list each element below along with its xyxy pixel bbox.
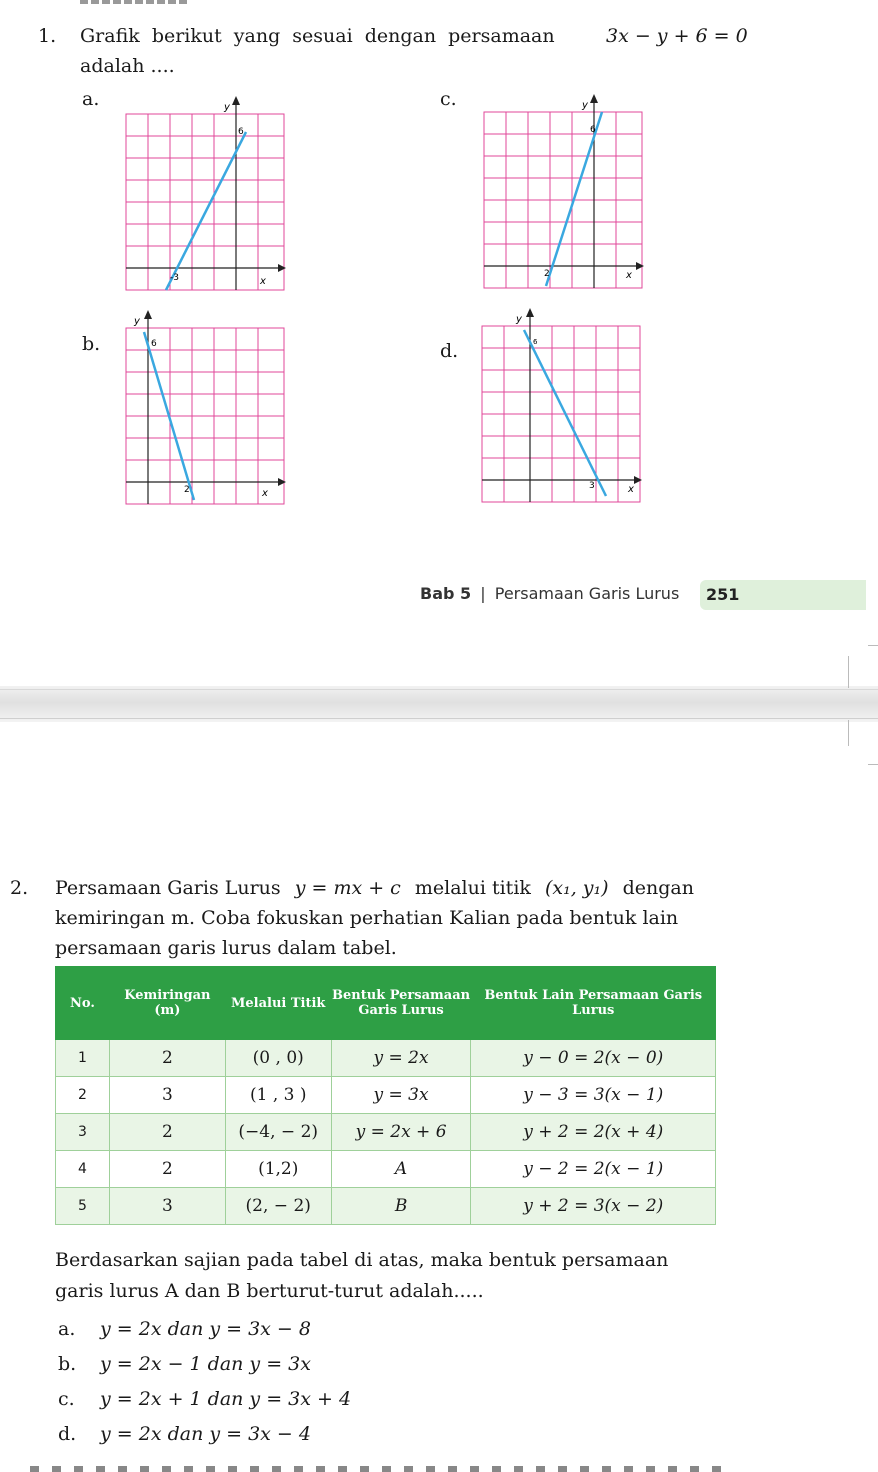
page-edge-mark bbox=[868, 764, 878, 765]
q1-option-b-label[interactable]: b. bbox=[82, 333, 101, 355]
page-gutter bbox=[0, 686, 878, 722]
cell-equation: y = 3x bbox=[331, 1077, 471, 1114]
y-axis-label: y bbox=[582, 100, 588, 111]
q2-line1-b: melalui titik bbox=[414, 877, 531, 899]
y-arrow-icon bbox=[232, 96, 240, 105]
q2-option-b-text[interactable]: y = 2x − 1 dan y = 3x bbox=[100, 1353, 311, 1375]
y-intercept-label: 6 bbox=[590, 125, 596, 135]
footer-chapter bbox=[420, 584, 679, 603]
cell-no: 5 bbox=[56, 1188, 110, 1225]
q1-option-a-label[interactable]: a. bbox=[82, 88, 100, 110]
q2-line1-a: Persamaan Garis Lurus bbox=[55, 877, 281, 899]
q2-line1 bbox=[55, 874, 694, 903]
q2-option-d-text[interactable]: y = 2x dan y = 3x − 4 bbox=[100, 1423, 311, 1445]
header-point: Melalui Titik bbox=[225, 967, 331, 1040]
q1-equation: 3x − y + 6 = 0 bbox=[606, 25, 748, 47]
grid bbox=[484, 112, 642, 288]
x-arrow-icon bbox=[278, 264, 286, 272]
x-intercept-label: 3 bbox=[589, 481, 595, 491]
cell-slope: 3 bbox=[109, 1188, 225, 1225]
graph-option-c[interactable] bbox=[468, 92, 648, 292]
gutter-edge bbox=[0, 689, 878, 690]
graph-option-b[interactable] bbox=[110, 310, 290, 510]
cell-no: 1 bbox=[56, 1040, 110, 1077]
table-row bbox=[56, 1114, 716, 1151]
cell-equation: y = 2x bbox=[331, 1040, 471, 1077]
q2-line1-eq: y = mx + c bbox=[294, 877, 401, 899]
q2-option-a-label[interactable]: a. bbox=[58, 1318, 76, 1340]
q2-line2: kemiringan m. Coba fokuskan perhatian Kalian pada bentuk lain bbox=[55, 907, 679, 929]
cell-point: (1,2) bbox=[225, 1151, 331, 1188]
q2-option-a-text[interactable]: y = 2x dan y = 3x − 8 bbox=[100, 1318, 311, 1340]
cell-no: 4 bbox=[56, 1151, 110, 1188]
cell-slope: 3 bbox=[109, 1077, 225, 1114]
x-arrow-icon bbox=[278, 478, 286, 486]
grid bbox=[126, 114, 284, 290]
q2-line3: persamaan garis lurus dalam tabel. bbox=[55, 937, 397, 959]
page-number: 251 bbox=[706, 585, 740, 604]
graph-option-d[interactable] bbox=[466, 306, 646, 506]
page-edge-mark bbox=[868, 645, 878, 646]
cell-other-form: y − 2 = 2(x − 1) bbox=[471, 1151, 716, 1188]
table-row bbox=[56, 1151, 716, 1188]
cell-slope: 2 bbox=[109, 1151, 225, 1188]
cell-no: 2 bbox=[56, 1077, 110, 1114]
header-equation: Bentuk Persamaan Garis Lurus bbox=[331, 967, 471, 1040]
q2-question-line1: Berdasarkan sajian pada tabel di atas, maka bentuk persamaan bbox=[55, 1249, 669, 1271]
cell-no: 3 bbox=[56, 1114, 110, 1151]
cell-point: (−4, − 2) bbox=[225, 1114, 331, 1151]
q1-number: 1. bbox=[38, 25, 57, 47]
cell-other-form: y + 2 = 3(x − 2) bbox=[471, 1188, 716, 1225]
footer-chapter-title: Persamaan Garis Lurus bbox=[494, 584, 680, 603]
footer-chapter-number: Bab 5 bbox=[420, 584, 472, 603]
y-intercept-label: 6 bbox=[533, 338, 538, 346]
x-arrow-icon bbox=[634, 476, 642, 484]
x-arrow-icon bbox=[636, 262, 644, 270]
y-intercept-label: 6 bbox=[238, 127, 244, 137]
q1-text-line1: Grafik berikut yang sesuai dengan persamaan bbox=[80, 25, 555, 47]
y-arrow-icon bbox=[590, 94, 598, 103]
y-arrow-icon bbox=[144, 310, 152, 319]
q2-option-b-label[interactable]: b. bbox=[58, 1353, 77, 1375]
table-row bbox=[56, 1040, 716, 1077]
table-row bbox=[56, 1077, 716, 1114]
x-intercept-label: 2 bbox=[544, 269, 550, 279]
page-edge-mark bbox=[848, 656, 849, 688]
y-axis-label: y bbox=[224, 102, 230, 113]
grid bbox=[482, 326, 640, 502]
cell-slope: 2 bbox=[109, 1114, 225, 1151]
q2-line1-point: (x₁, y₁) bbox=[544, 877, 609, 899]
q1-option-d-label[interactable]: d. bbox=[440, 340, 459, 362]
table-header-row bbox=[56, 967, 716, 1040]
x-intercept-label: 2 bbox=[184, 485, 190, 495]
y-intercept-label: 6 bbox=[151, 339, 157, 349]
q2-number: 2. bbox=[10, 877, 29, 899]
q2-line1-c: dengan bbox=[622, 877, 694, 899]
y-arrow-icon bbox=[526, 308, 534, 317]
header-no: No. bbox=[56, 967, 110, 1040]
cutoff-text bbox=[30, 1466, 730, 1472]
graph-line bbox=[524, 330, 606, 496]
x-axis-label: x bbox=[260, 276, 266, 287]
table-row bbox=[56, 1188, 716, 1225]
q1-text-line2: adalah .... bbox=[80, 55, 175, 77]
q2-option-d-label[interactable]: d. bbox=[58, 1423, 77, 1445]
graph-line bbox=[166, 132, 246, 290]
footer-separator: | bbox=[480, 584, 486, 603]
gutter-edge bbox=[0, 718, 878, 719]
cell-other-form: y + 2 = 2(x + 4) bbox=[471, 1114, 716, 1151]
cell-equation: B bbox=[331, 1188, 471, 1225]
cell-point: (2, − 2) bbox=[225, 1188, 331, 1225]
graph-option-a[interactable] bbox=[110, 96, 290, 296]
cell-equation: y = 2x + 6 bbox=[331, 1114, 471, 1151]
x-axis-label: x bbox=[626, 270, 632, 281]
x-axis-label: x bbox=[262, 488, 268, 499]
q2-option-c-text[interactable]: y = 2x + 1 dan y = 3x + 4 bbox=[100, 1388, 352, 1410]
header-other-form: Bentuk Lain Persamaan Garis Lurus bbox=[471, 967, 716, 1040]
cell-point: (1 , 3 ) bbox=[225, 1077, 331, 1114]
header-slope: Kemiringan (m) bbox=[109, 967, 225, 1040]
page-edge-mark bbox=[848, 720, 849, 746]
equation-table bbox=[55, 966, 716, 1225]
cutoff-text bbox=[80, 0, 190, 4]
cell-point: (0 , 0) bbox=[225, 1040, 331, 1077]
q1-option-c-label[interactable]: c. bbox=[440, 88, 457, 110]
y-axis-label: y bbox=[516, 314, 522, 325]
x-axis-label: x bbox=[628, 484, 634, 495]
cell-slope: 2 bbox=[109, 1040, 225, 1077]
cell-other-form: y − 3 = 3(x − 1) bbox=[471, 1077, 716, 1114]
q2-option-c-label[interactable]: c. bbox=[58, 1388, 75, 1410]
x-intercept-label: -3 bbox=[170, 273, 179, 283]
cell-other-form: y − 0 = 2(x − 0) bbox=[471, 1040, 716, 1077]
y-axis-label: y bbox=[134, 316, 140, 327]
cell-equation: A bbox=[331, 1151, 471, 1188]
q2-question-line2: garis lurus A dan B berturut-turut adalah..... bbox=[55, 1280, 484, 1302]
